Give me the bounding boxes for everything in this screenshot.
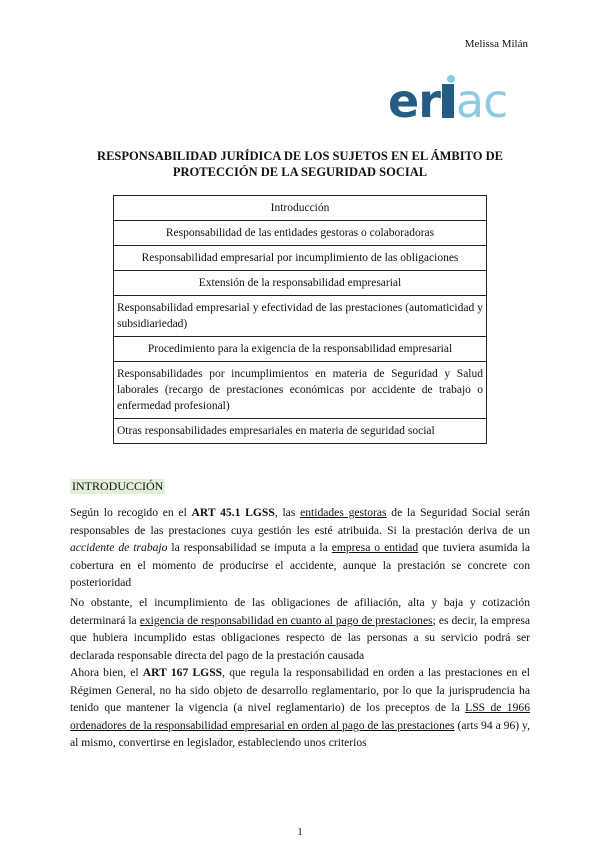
toc-item: Responsabilidad de las entidades gestoras o colaboradoras: [114, 221, 487, 246]
document-title: RESPONSABILIDAD JURÍDICA DE LOS SUJETOS EN EL ÁMBITO DE PROTECCIÓN DE LA SEGURIDAD SOCIAL: [97, 149, 503, 179]
text: , las: [274, 506, 301, 519]
header-author: Melissa Milán: [464, 38, 528, 50]
text: la responsabilidad se imputa a la: [167, 541, 332, 554]
law-reference: ART 45.1 LGSS: [191, 506, 275, 519]
page-number: 1: [297, 826, 303, 838]
toc-item: Otras responsabilidades empresariales en materia de seguridad social: [114, 419, 487, 444]
text: No obstante, el incumplimiento de las obligaciones de afiliación, alta y baja y cotización determinará la: [70, 596, 530, 627]
paragraph-3: [70, 664, 530, 752]
table-of-contents: [113, 195, 487, 444]
text: de la Seguridad Social serán responsables de las prestaciones cuya gestión les esté atribuida. Si la prestación deriva de un: [70, 506, 531, 537]
italic-text: accidente de trabajo: [70, 541, 168, 554]
underlined-text: entidades gestoras: [300, 506, 387, 519]
paragraph-2: [70, 594, 530, 664]
underlined-text: exigencia de responsabilidad en cuanto al pago de prestaciones: [139, 613, 433, 627]
text: ; es decir, la empresa que hubiera incumplido estas obligaciones respecto de las personas a su servicio podrá ser declarada responsable directa del pago de la prestación causada: [70, 613, 531, 662]
toc-item: Introducción: [114, 196, 487, 221]
toc-item: Responsabilidad empresarial por incumplimiento de las obligaciones: [114, 246, 487, 271]
text: (arts 94 a 96) y, al mismo, convertirse en legislador, estableciendo unos criterios: [70, 718, 530, 749]
underlined-text: empresa o entidad: [331, 541, 419, 554]
text: que tuviera asumida la cobertura en el momento de producirse el accidente, aunque la prestación se concrete con posterioridad: [70, 541, 530, 589]
toc-item: Procedimiento para la exigencia de la responsabilidad empresarial: [114, 337, 487, 362]
text: Ahora bien, el: [70, 666, 143, 679]
underlined-text: LSS de 1966 ordenadores de la responsabilidad empresarial en orden al pago de las prestaciones: [70, 701, 530, 732]
person-figure-icon: [442, 84, 454, 118]
text: Según lo recogido en el: [70, 506, 192, 519]
toc-item: Extensión de la responsabilidad empresarial: [114, 271, 487, 296]
law-reference: ART 167 LGSS: [142, 666, 223, 679]
section-heading: INTRODUCCIÓN: [72, 479, 164, 493]
toc-item: Responsabilidad empresarial y efectividad de las prestaciones (automaticidad y subsidiariedad): [114, 296, 487, 337]
toc-item: Responsabilidades por incumplimientos en materia de Seguridad y Salud laborales (recargo de prestaciones económicas por accidente de trabajo o enfermedad profesional): [114, 362, 487, 419]
erlac-logo: er ac: [388, 74, 508, 128]
text: , que regula la responsabilidad en orden a las prestaciones en el Régimen General, no ha sido objeto de desarrollo reglamentario, por lo que la jurisprudencia ha tenido que mantener la vigencia (a nivel reglamentario) de los preceptos de la: [70, 666, 530, 714]
paragraph-1: [70, 504, 530, 592]
